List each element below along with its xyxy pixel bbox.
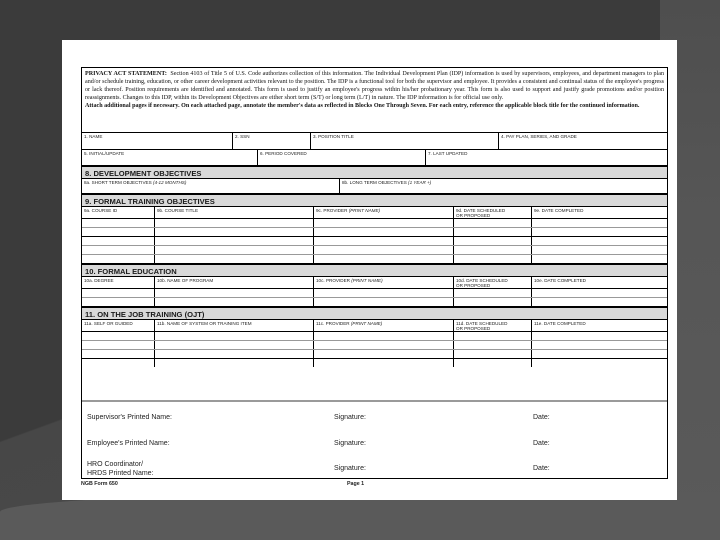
col-date-scheduled: 9d. DATE SCHEDULED OR PROPOSED: [453, 207, 531, 218]
table-row: [82, 331, 667, 340]
course-title-cell[interactable]: [154, 228, 313, 236]
provider-cell[interactable]: [313, 246, 453, 254]
provider-cell[interactable]: [313, 332, 453, 340]
self-or-guided-cell[interactable]: [82, 350, 154, 358]
date-scheduled-cell[interactable]: [453, 246, 531, 254]
section-9-column-headers: [82, 206, 667, 218]
table-row: [82, 340, 667, 349]
privacy-act-statement: [82, 68, 667, 132]
name-field[interactable]: 1. NAME: [84, 134, 103, 139]
date-completed-cell[interactable]: [531, 255, 667, 263]
section-8-row: [82, 178, 667, 193]
hro-name-label: HRO Coordinator/ HRDS Printed Name:: [87, 461, 154, 477]
period-covered-field[interactable]: 6. PERIOD COVERED: [257, 150, 425, 165]
course-title-cell[interactable]: [154, 246, 313, 254]
long-term-objectives-field[interactable]: 8b. LONG TERM OBJECTIVES (1 YEAR +): [339, 179, 667, 193]
date-completed-cell[interactable]: [531, 350, 667, 358]
signature-block: [82, 400, 667, 478]
privacy-body: Section 4103 of Title 5 of U.S. Code authorizes collection of this information. The Individual Development Plan (IDP) information is used by supervisors, employees, and department managers to plan and/or schedule training, education, or other career development activities relevant to the position. The IDP is a functional tool for both the supervisor and employee. It provides a consistent and continual status of the employee's progress or lack thereof. Position requirements are identified and annotated. This form is used to justify an employee's progress within his/her probationary year. This form is also used to support and justify grade promotions and/or position reassignments. Changes to this IDP, within its Development Objectives are either short term (S/T) or long term (L/T) in nature. The IDP information is for official use only.: [85, 71, 664, 102]
col-date-completed: 9e. DATE COMPLETED: [531, 207, 667, 218]
self-or-guided-cell[interactable]: [82, 332, 154, 340]
position-title-field[interactable]: 3. POSITION TITLE: [310, 133, 498, 149]
table-row: [82, 227, 667, 236]
date-completed-cell[interactable]: [531, 289, 667, 297]
initial-update-field[interactable]: 5. INITIAL/UPDATE: [84, 151, 125, 156]
col-degree: 10a. DEGREE: [84, 278, 114, 283]
header-row-2: [82, 149, 667, 165]
table-row: [82, 349, 667, 358]
date-scheduled-cell[interactable]: [453, 228, 531, 236]
col-course-id: 9a. COURSE ID: [84, 208, 118, 213]
hro-date-label: Date:: [533, 465, 550, 472]
system-name-cell[interactable]: [154, 341, 313, 349]
col-program-name: 10b. NAME OF PROGRAM: [154, 277, 313, 288]
section-11-header: 11. ON THE JOB TRAINING (OJT): [82, 306, 667, 319]
form-number: NGB Form 650: [81, 481, 118, 487]
col-date-scheduled: 10d. DATE SCHEDULED OR PROPOSED: [453, 277, 531, 288]
provider-cell[interactable]: [313, 350, 453, 358]
section-9-header: 9. FORMAL TRAINING OBJECTIVES: [82, 193, 667, 206]
employee-name-label: Employee's Printed Name:: [87, 440, 170, 447]
table-row: [82, 236, 667, 245]
course-id-cell[interactable]: [82, 219, 154, 227]
date-scheduled-cell[interactable]: [453, 359, 531, 367]
date-completed-cell[interactable]: [531, 237, 667, 245]
provider-cell[interactable]: [313, 219, 453, 227]
col-date-completed: 11e. DATE COMPLETED: [531, 320, 667, 331]
provider-cell[interactable]: [313, 341, 453, 349]
date-scheduled-cell[interactable]: [453, 219, 531, 227]
provider-cell[interactable]: [313, 255, 453, 263]
table-row: [82, 288, 667, 297]
ssn-field[interactable]: 2. SSN: [232, 133, 310, 149]
table-row: [82, 358, 667, 367]
course-id-cell[interactable]: [82, 246, 154, 254]
header-row-1: [82, 132, 667, 149]
system-name-cell[interactable]: [154, 332, 313, 340]
section-10-column-headers: [82, 276, 667, 288]
privacy-note: Attach additional pages if necessary. On each attached page, annotate the member's data as reflected in Blocks One Through Seven. For each entry, reference the applicable block title for the continued information.: [85, 103, 640, 110]
col-provider: 10c. PROVIDER (PRINT NAME): [313, 277, 453, 288]
col-date-scheduled: 11d. DATE SCHEDULED OR PROPOSED: [453, 320, 531, 331]
section-11-column-headers: [82, 319, 667, 331]
date-completed-cell[interactable]: [531, 359, 667, 367]
hro-signature-label: Signature:: [334, 465, 366, 472]
col-provider: 9c. PROVIDER (PRINT NAME): [313, 207, 453, 218]
pay-plan-field[interactable]: 4. PAY PLAN, SERIES, AND GRADE: [498, 133, 667, 149]
provider-cell[interactable]: [313, 237, 453, 245]
course-title-cell[interactable]: [154, 237, 313, 245]
course-id-cell[interactable]: [82, 255, 154, 263]
date-scheduled-cell[interactable]: [453, 255, 531, 263]
program-name-cell[interactable]: [154, 289, 313, 297]
last-updated-field[interactable]: 7. LAST UPDATED: [425, 150, 667, 165]
supervisor-date-label: Date:: [533, 414, 550, 421]
supervisor-name-label: Supervisor's Printed Name:: [87, 414, 172, 421]
date-completed-cell[interactable]: [531, 298, 667, 306]
provider-cell[interactable]: [313, 289, 453, 297]
date-completed-cell[interactable]: [531, 219, 667, 227]
table-row: [82, 245, 667, 254]
table-row: [82, 254, 667, 263]
provider-cell[interactable]: [313, 359, 453, 367]
program-name-cell[interactable]: [154, 298, 313, 306]
date-completed-cell[interactable]: [531, 341, 667, 349]
employee-signature-label: Signature:: [334, 440, 366, 447]
document-page: [62, 40, 677, 500]
date-scheduled-cell[interactable]: [453, 298, 531, 306]
date-completed-cell[interactable]: [531, 228, 667, 236]
course-title-cell[interactable]: [154, 219, 313, 227]
section-10-header: 10. FORMAL EDUCATION: [82, 263, 667, 276]
short-term-objectives-field[interactable]: 8a. SHORT TERM OBJECTIVES (4-12 MONTHS): [84, 180, 187, 185]
supervisor-signature-label: Signature:: [334, 414, 366, 421]
provider-cell[interactable]: [313, 228, 453, 236]
employee-date-label: Date:: [533, 440, 550, 447]
self-or-guided-cell[interactable]: [82, 359, 154, 367]
col-course-title: 9b. COURSE TITLE: [154, 207, 313, 218]
date-scheduled-cell[interactable]: [453, 350, 531, 358]
course-id-cell[interactable]: [82, 237, 154, 245]
date-scheduled-cell[interactable]: [453, 341, 531, 349]
date-scheduled-cell[interactable]: [453, 289, 531, 297]
privacy-label: PRIVACY ACT STATEMENT:: [85, 71, 167, 77]
degree-cell[interactable]: [82, 298, 154, 306]
table-row: [82, 218, 667, 227]
col-system-name: 11b. NAME OF SYSTEM OR TRAINING ITEM: [154, 320, 313, 331]
date-scheduled-cell[interactable]: [453, 332, 531, 340]
table-row: [82, 297, 667, 306]
col-date-completed: 10e. DATE COMPLETED: [531, 277, 667, 288]
course-title-cell[interactable]: [154, 255, 313, 263]
section-8-header: 8. DEVELOPMENT OBJECTIVES: [82, 165, 667, 178]
self-or-guided-cell[interactable]: [82, 341, 154, 349]
system-name-cell[interactable]: [154, 350, 313, 358]
course-id-cell[interactable]: [82, 228, 154, 236]
idp-form: [81, 67, 668, 479]
col-self-or-guided: 11a. SELF OR GUIDED: [84, 321, 133, 326]
col-provider: 11c. PROVIDER (PRINT NAME): [313, 320, 453, 331]
date-completed-cell[interactable]: [531, 246, 667, 254]
provider-cell[interactable]: [313, 298, 453, 306]
page-number: Page 1: [347, 481, 365, 487]
date-scheduled-cell[interactable]: [453, 237, 531, 245]
date-completed-cell[interactable]: [531, 332, 667, 340]
system-name-cell[interactable]: [154, 359, 313, 367]
degree-cell[interactable]: [82, 289, 154, 297]
